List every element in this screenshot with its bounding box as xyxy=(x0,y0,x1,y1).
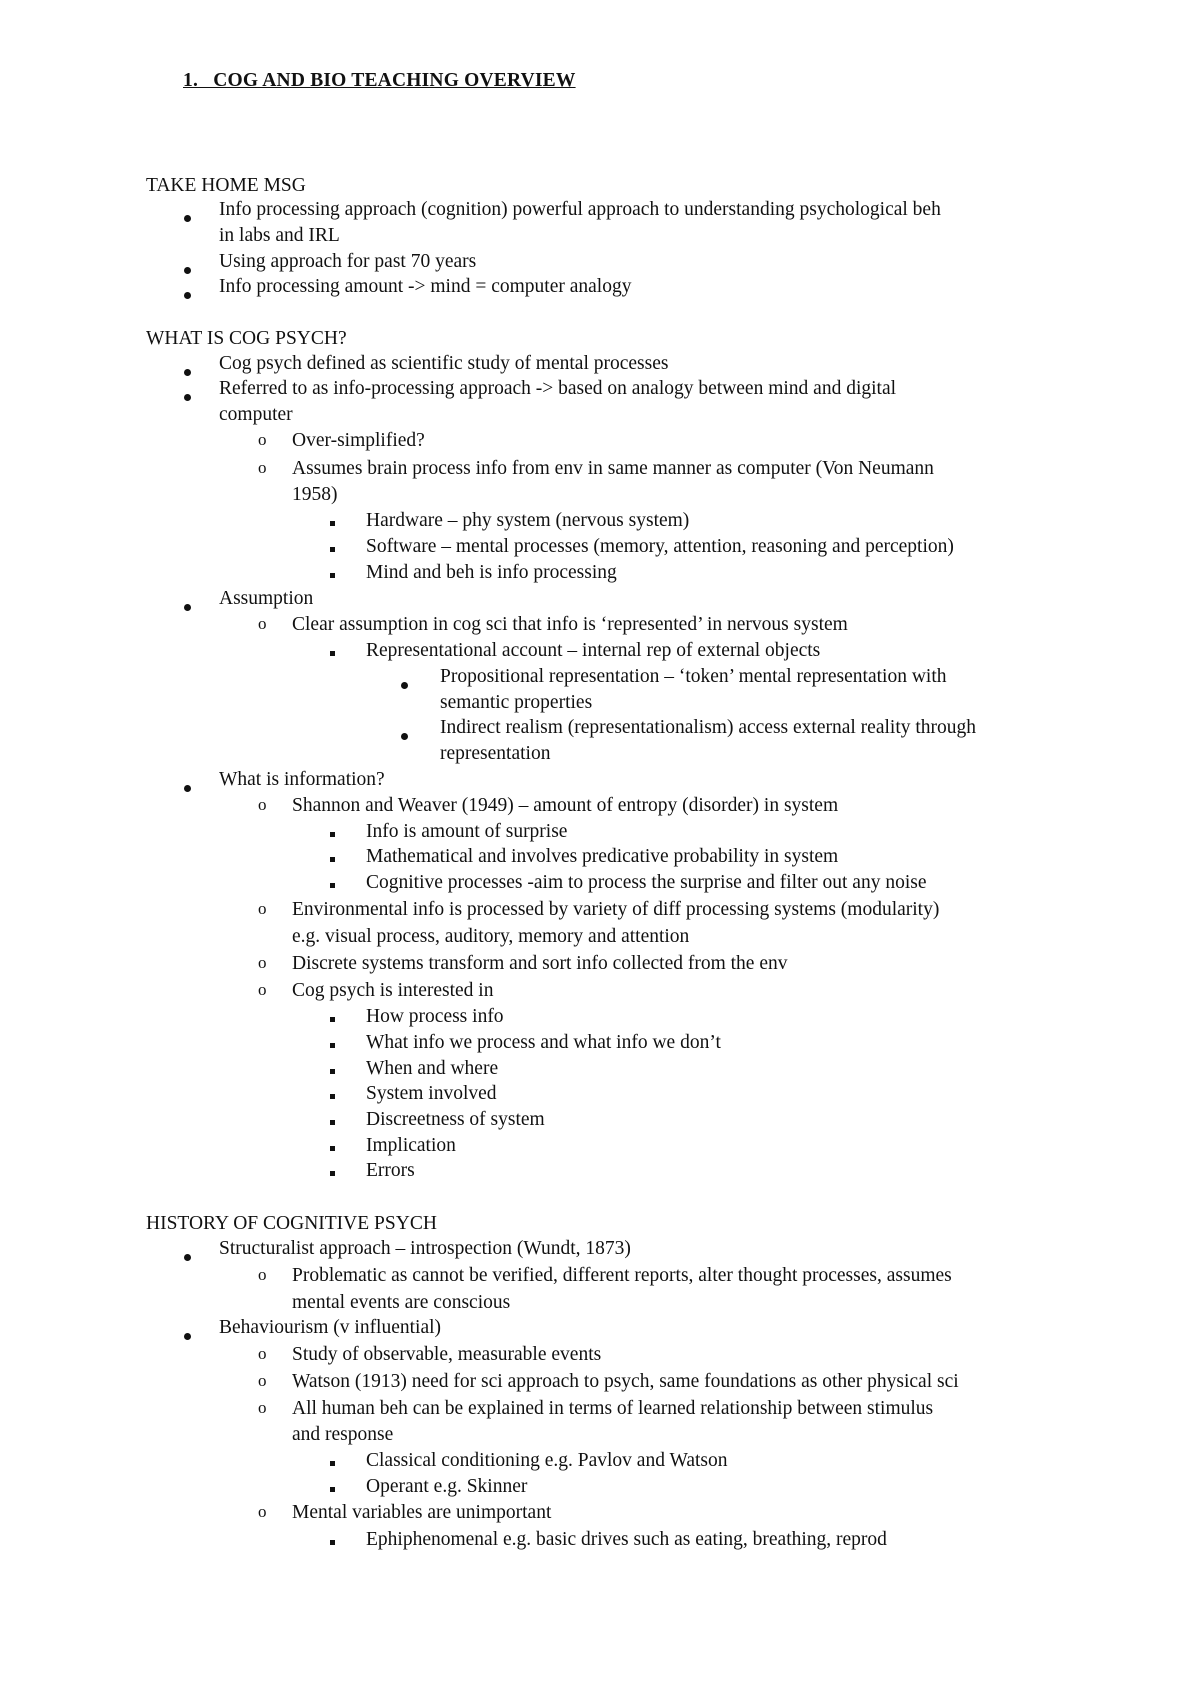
bullet-dot-icon xyxy=(184,383,191,409)
bullet-dot-icon xyxy=(184,204,191,230)
list-item: Indirect realism (representationalism) access external reality through xyxy=(440,717,977,738)
list-item: Problematic as cannot be verified, different reports, alter thought processes, assumes xyxy=(292,1265,952,1286)
bullet-circle-icon: o xyxy=(258,1398,267,1417)
list-item: Mind and beh is info processing xyxy=(366,562,617,583)
list-item: Hardware – phy system (nervous system) xyxy=(366,510,690,531)
section-heading-what-is: WHAT IS COG PSYCH? xyxy=(146,328,347,349)
list-item: Representational account – internal rep of external objects xyxy=(366,640,821,661)
list-item-continuation: mental events are conscious xyxy=(292,1292,511,1313)
list-item: Errors xyxy=(366,1160,415,1181)
list-item: Cognitive processes -aim to process the surprise and filter out any noise xyxy=(366,872,927,893)
list-item: Clear assumption in cog sci that info is ‘represented’ in nervous system xyxy=(292,614,848,635)
list-item: How process info xyxy=(366,1006,504,1027)
bullet-circle-icon: o xyxy=(258,1502,267,1521)
bullet-circle-icon: o xyxy=(258,795,267,814)
list-item: Shannon and Weaver (1949) – amount of entropy (disorder) in system xyxy=(292,795,839,816)
list-item: Assumes brain process info from env in same manner as computer (Von Neumann xyxy=(292,458,934,479)
list-item: Using approach for past 70 years xyxy=(219,251,477,272)
bullet-circle-icon: o xyxy=(258,430,267,449)
bullet-square-icon xyxy=(330,1004,335,1030)
bullet-circle-icon: o xyxy=(258,1344,267,1363)
list-item: Propositional representation – ‘token’ mental representation with xyxy=(440,666,947,687)
list-item: Info processing approach (cognition) powerful approach to understanding psychological beh xyxy=(219,199,941,220)
bullet-square-icon xyxy=(330,819,335,845)
bullet-circle-icon: o xyxy=(258,953,267,972)
bullet-dot-icon xyxy=(184,774,191,800)
bullet-circle-icon: o xyxy=(258,980,267,999)
bullet-square-icon xyxy=(330,870,335,896)
list-item-continuation: representation xyxy=(440,743,551,764)
bullet-dot-icon xyxy=(184,1322,191,1348)
list-item: Behaviourism (v influential) xyxy=(219,1317,442,1338)
bullet-square-icon xyxy=(330,508,335,534)
bullet-square-icon xyxy=(330,534,335,560)
list-item: Cog psych defined as scientific study of mental processes xyxy=(219,353,669,374)
list-item: Cog psych is interested in xyxy=(292,980,494,1001)
list-item: Info is amount of surprise xyxy=(366,821,568,842)
bullet-square-icon xyxy=(330,844,335,870)
bullet-square-icon xyxy=(330,1527,335,1553)
bullet-square-icon xyxy=(330,1081,335,1107)
bullet-square-icon xyxy=(330,638,335,664)
list-item: Discreetness of system xyxy=(366,1109,545,1130)
list-item: Mathematical and involves predicative probability in system xyxy=(366,846,839,867)
bullet-circle-icon: o xyxy=(258,899,267,918)
list-item: When and where xyxy=(366,1058,499,1079)
list-item: Ephiphenomenal e.g. basic drives such as eating, breathing, reprod xyxy=(366,1529,887,1550)
list-item: Watson (1913) need for sci approach to psych, same foundations as other physical sci xyxy=(292,1371,959,1392)
list-item-continuation: semantic properties xyxy=(440,692,593,713)
bullet-square-icon xyxy=(330,1056,335,1082)
list-item: Mental variables are unimportant xyxy=(292,1502,552,1523)
bullet-dot-icon xyxy=(184,281,191,307)
bullet-dot-icon xyxy=(401,722,408,748)
section-heading-take-home: TAKE HOME MSG xyxy=(146,175,306,196)
list-item: Implication xyxy=(366,1135,456,1156)
list-item: Over-simplified? xyxy=(292,430,425,451)
list-item-continuation: computer xyxy=(219,404,293,425)
list-item: Classical conditioning e.g. Pavlov and Watson xyxy=(366,1450,728,1471)
bullet-circle-icon: o xyxy=(258,614,267,633)
list-item: Discrete systems transform and sort info collected from the env xyxy=(292,953,788,974)
bullet-square-icon xyxy=(330,1158,335,1184)
list-item: Operant e.g. Skinner xyxy=(366,1476,528,1497)
list-item: Study of observable, measurable events xyxy=(292,1344,602,1365)
bullet-dot-icon xyxy=(184,358,191,384)
list-item: What is information? xyxy=(219,769,385,790)
list-item: Software – mental processes (memory, attention, reasoning and perception) xyxy=(366,536,954,557)
bullet-dot-icon xyxy=(184,256,191,282)
bullet-dot-icon xyxy=(184,1243,191,1269)
list-item: Info processing amount -> mind = computer analogy xyxy=(219,276,632,297)
bullet-square-icon xyxy=(330,1448,335,1474)
list-item: What info we process and what info we don’t xyxy=(366,1032,721,1053)
list-item-continuation: 1958) xyxy=(292,484,338,505)
bullet-circle-icon: o xyxy=(258,458,267,477)
bullet-square-icon xyxy=(330,560,335,586)
bullet-dot-icon xyxy=(184,593,191,619)
list-item-continuation: in labs and IRL xyxy=(219,225,340,246)
list-item: System involved xyxy=(366,1083,497,1104)
bullet-circle-icon: o xyxy=(258,1265,267,1284)
list-item: Assumption xyxy=(219,588,314,609)
list-item: All human beh can be explained in terms of learned relationship between stimulus xyxy=(292,1398,934,1419)
section-heading-history: HISTORY OF COGNITIVE PSYCH xyxy=(146,1213,437,1234)
bullet-square-icon xyxy=(330,1107,335,1133)
page-title: 1. COG AND BIO TEACHING OVERVIEW xyxy=(183,70,576,91)
list-item: Environmental info is processed by variety of diff processing systems (modularity) xyxy=(292,899,940,920)
bullet-circle-icon: o xyxy=(258,1371,267,1390)
bullet-square-icon xyxy=(330,1474,335,1500)
list-item: Referred to as info-processing approach -> based on analogy between mind and digital xyxy=(219,378,897,399)
bullet-square-icon xyxy=(330,1030,335,1056)
list-item-continuation: e.g. visual process, auditory, memory and attention xyxy=(292,926,690,947)
list-item: Structuralist approach – introspection (Wundt, 1873) xyxy=(219,1238,631,1259)
list-item-continuation: and response xyxy=(292,1424,394,1445)
bullet-dot-icon xyxy=(401,671,408,697)
bullet-square-icon xyxy=(330,1133,335,1159)
